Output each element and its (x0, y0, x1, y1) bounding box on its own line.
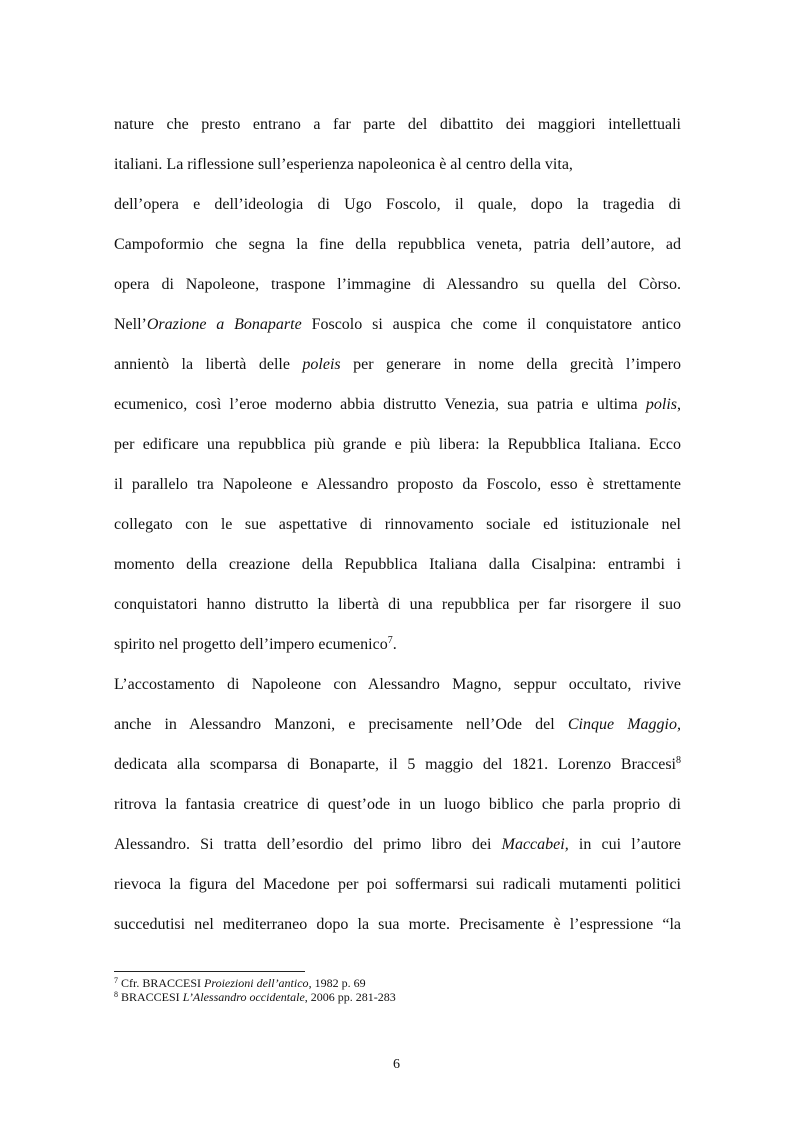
footnote-divider (114, 971, 305, 972)
text-line-5: opera di Napoleone, traspone l’immagine di Alessandro su quella del Còrso. (114, 276, 681, 293)
text-line-7: annientò la libertà delle poleis per generare in nome della grecità l’impero (114, 356, 681, 373)
title-orazione-a-bonaparte: Orazione a Bonaparte (146, 316, 302, 333)
text-line-19: Alessandro. Si tratta dell’esordio del primo libro dei Maccabei, in cui l’autore (114, 836, 681, 853)
term-polis: polis (645, 396, 677, 413)
text-line-11: collegato con le sue aspettative di rinnovamento sociale ed istituzionale nel (114, 516, 681, 533)
text-line-3: dell’opera e dell’ideologia di Ugo Foscolo, il quale, dopo la tragedia di (114, 196, 681, 213)
text-line-12: momento della creazione della Repubblica Italiana dalla Cisalpina: entrambi i (114, 556, 681, 573)
text-line-9: per edificare una repubblica più grande e più libera: la Repubblica Italiana. Ecco (114, 436, 681, 453)
title-cinque-maggio: Cinque Maggio, (567, 716, 682, 733)
text-line-10: il parallelo tra Napoleone e Alessandro proposto da Foscolo, esso è strettamente (114, 476, 681, 493)
text-line-6: Nell’Orazione a Bonaparte Foscolo si auspica che come il conquistatore antico (114, 316, 681, 333)
text-line-15: L’accostamento di Napoleone con Alessandro Magno, seppur occultato, rivive (114, 676, 681, 693)
footnote-ref-7[interactable]: 7 (387, 635, 393, 646)
text-line-4: Campoformio che segna la fine della repubblica veneta, patria dell’autore, ad (114, 236, 681, 253)
text-line-17: dedicata alla scomparsa di Bonaparte, il 5 maggio del 1821. Lorenzo Braccesi$^8$ (114, 755, 681, 773)
text-line-8: ecumenico, così l’eroe moderno abbia distrutto Venezia, sua patria e ultima polis, (114, 396, 681, 413)
text-line-16: anche in Alessandro Manzoni, e precisamente nell’Ode del Cinque Maggio, (114, 716, 682, 733)
term-poleis: poleis (302, 356, 341, 373)
text-line-13: conquistatori hanno distrutto la libertà di una repubblica per far risorgere il suo (114, 596, 681, 613)
text-line-20: rievoca la figura del Macedone per poi soffermarsi sui radicali mutamenti politici (114, 876, 681, 893)
footnote-8: $^8$ BRACCESI L’Alessandro occidentale, 2006 pp. 281-283 (114, 990, 396, 1004)
footnotes (114, 976, 681, 1004)
body-text (114, 107, 681, 947)
text-line-21: succedutisi nel mediterraneo dopo la sua morte. Precisamente è l’espressione “la (114, 916, 681, 933)
footnote-7: $^7$ Cfr. BRACCESI Proiezioni dell’antico, 1982 p. 69 (114, 976, 366, 990)
text-line-1: nature che presto entrano a far parte del dibattito dei maggiori intellettuali (114, 116, 681, 133)
page-number: 6 (393, 1057, 400, 1072)
text-line-18: ritrova la fantasia creatrice di quest’ode in un luogo biblico che parla proprio di (114, 796, 681, 813)
text-line-2: italiani. La riflessione sull’esperienza napoleonica è al centro della vita, (114, 156, 573, 173)
text-line-14: spirito nel progetto dell’impero ecumenico$^7$. (114, 635, 397, 653)
title-maccabei: Maccabei, (501, 836, 569, 853)
footnote-ref-8[interactable]: 8 (676, 755, 681, 766)
